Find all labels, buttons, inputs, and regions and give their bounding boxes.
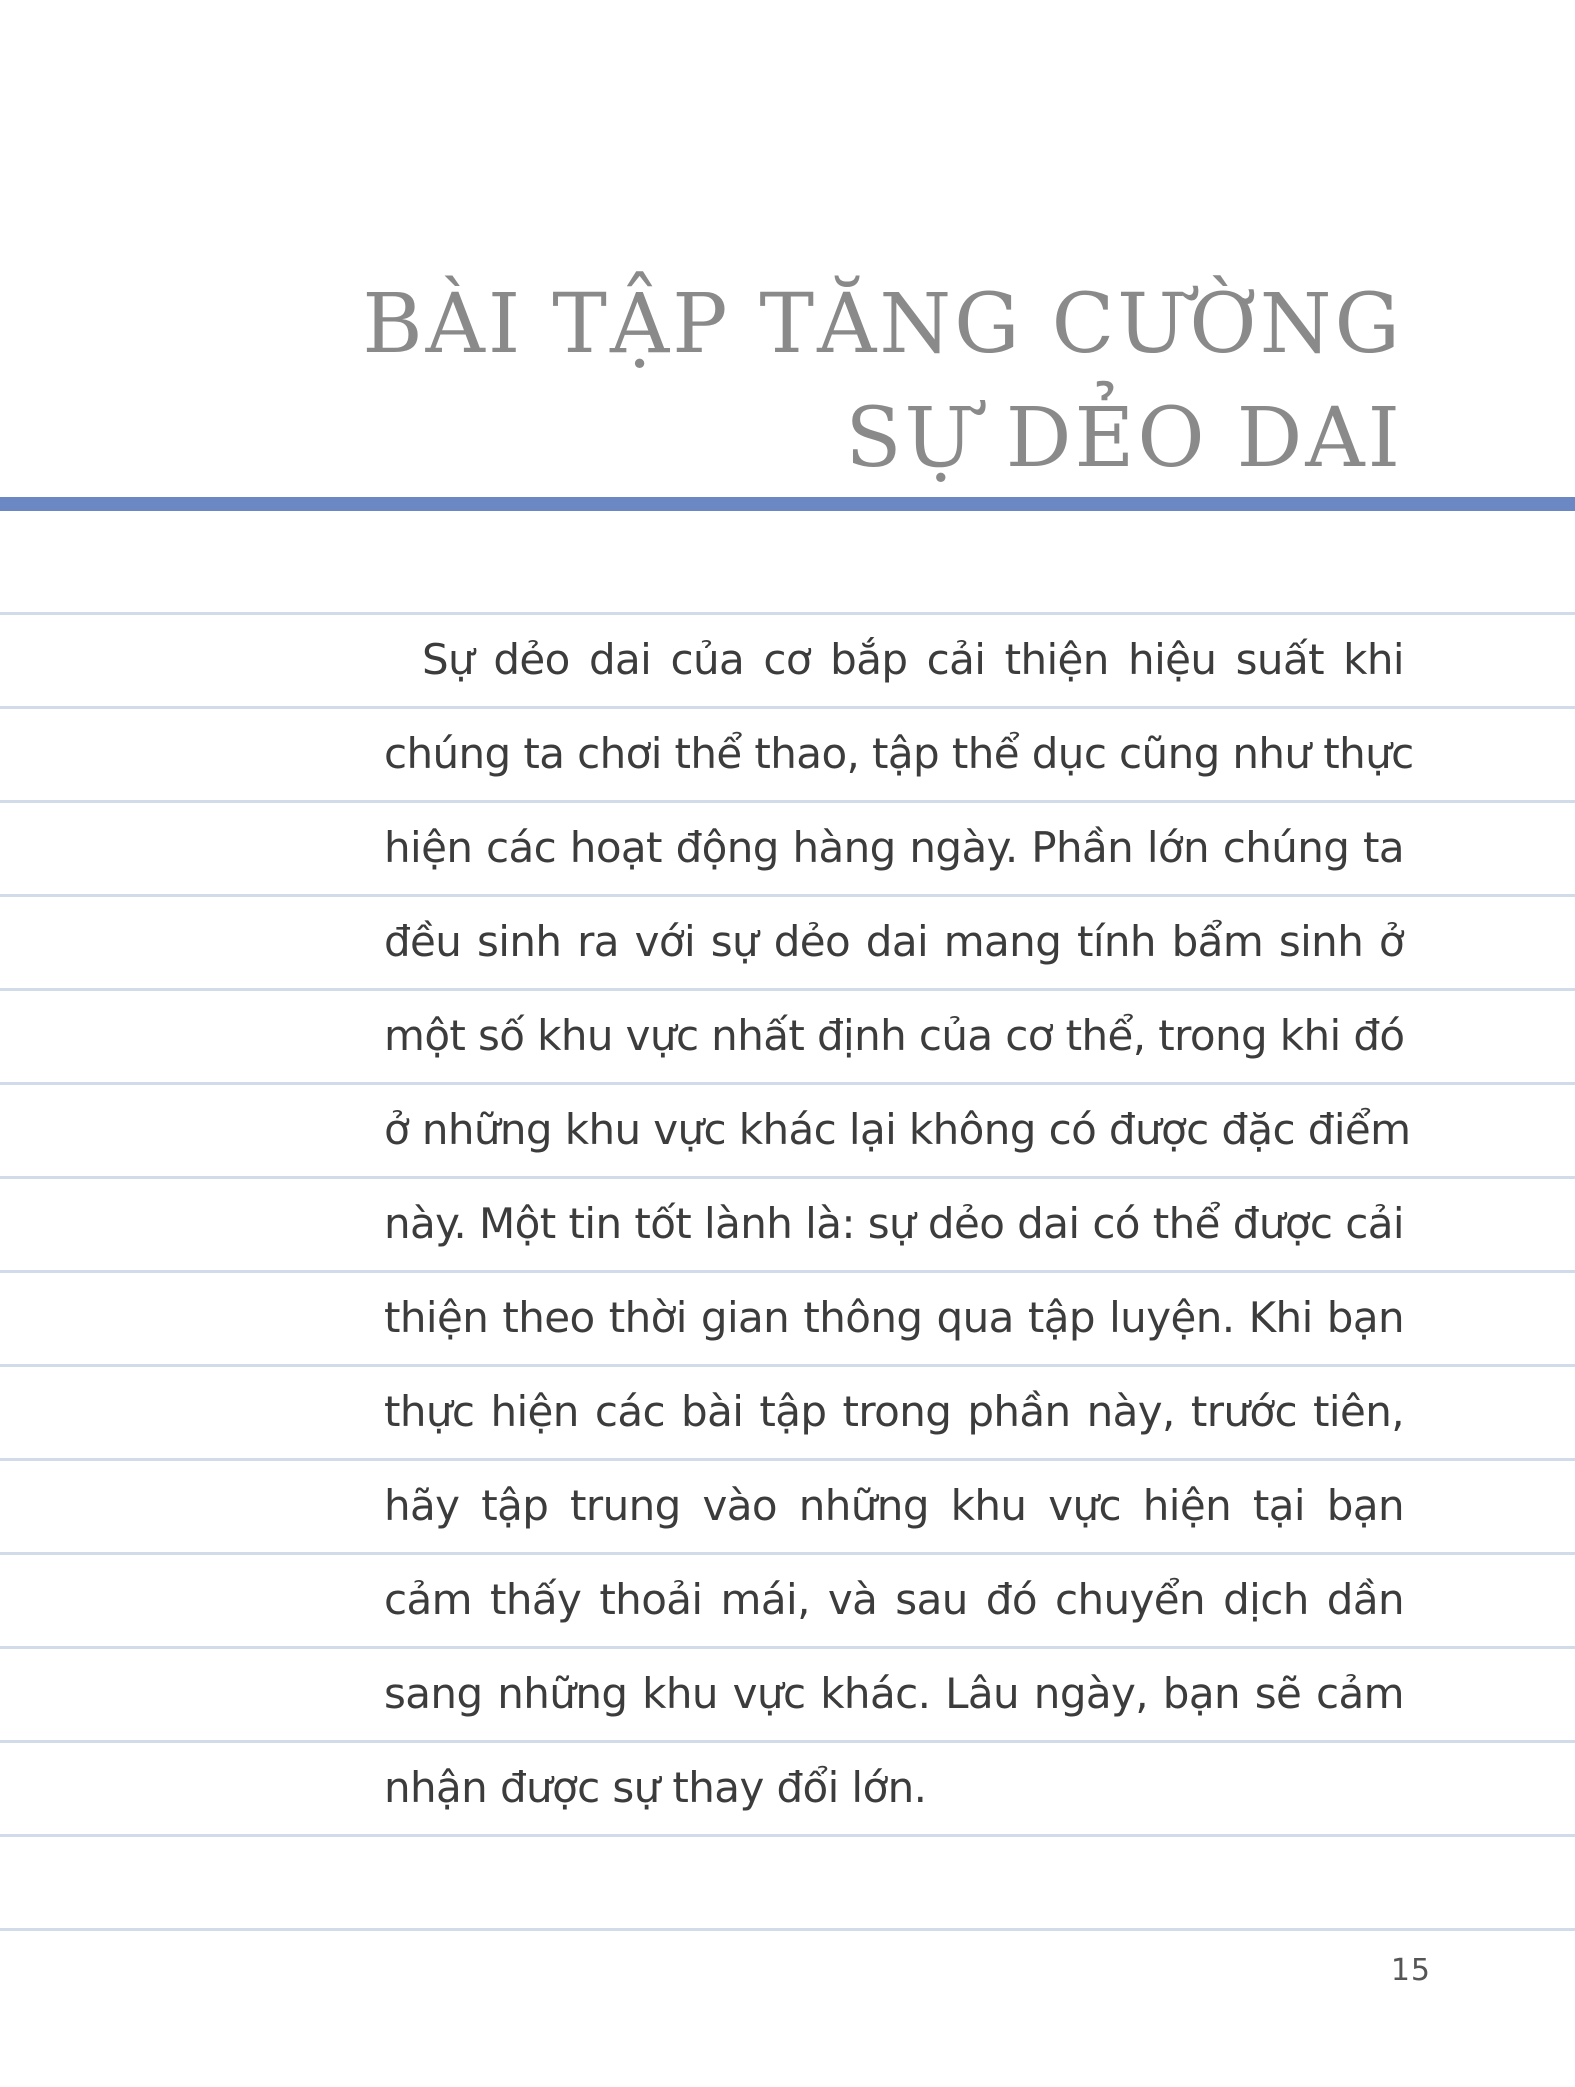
paragraph-line: chúng ta chơi thể thao, tập thể dục cũng như thực [384,729,1414,778]
chapter-title [103,268,1403,496]
paragraph-line: sang những khu vực khác. Lâu ngày, bạn sẽ cảm [384,1669,1404,1718]
paragraph-line: nhận được sự thay đổi lớn. [384,1763,927,1812]
paragraph-line: này. Một tin tốt lành là: sự dẻo dai có thể được cải [384,1199,1404,1248]
chapter-title-line-2: SỰ DẺO DAI [845,391,1403,486]
paragraph-line: thiện theo thời gian thông qua tập luyện. Khi bạn [384,1293,1404,1342]
chapter-title-line-1: BÀI TẬP TĂNG CƯỜNG [362,277,1403,372]
ruled-line [0,1928,1575,1931]
paragraph-line: hiện các hoạt động hàng ngày. Phần lớn chúng ta [384,823,1404,872]
paragraph-line: hãy tập trung vào những khu vực hiện tại bạn [384,1481,1404,1530]
paragraph-line: Sự dẻo dai của cơ bắp cải thiện hiệu suất khi [422,635,1404,684]
paragraph-line: cảm thấy thoải mái, và sau đó chuyển dịch dần [384,1575,1404,1624]
body-paragraph [384,613,1414,1835]
page-number: 15 [1390,1953,1431,1988]
title-accent-rule [0,497,1575,511]
paragraph-line: một số khu vực nhất định của cơ thể, trong khi đó [384,1011,1405,1060]
paragraph-line: thực hiện các bài tập trong phần này, trước tiên, [384,1387,1404,1436]
paragraph-line: ở những khu vực khác lại không có được đặc điểm [384,1105,1411,1154]
paragraph-line: đều sinh ra với sự dẻo dai mang tính bẩm sinh ở [384,917,1404,966]
